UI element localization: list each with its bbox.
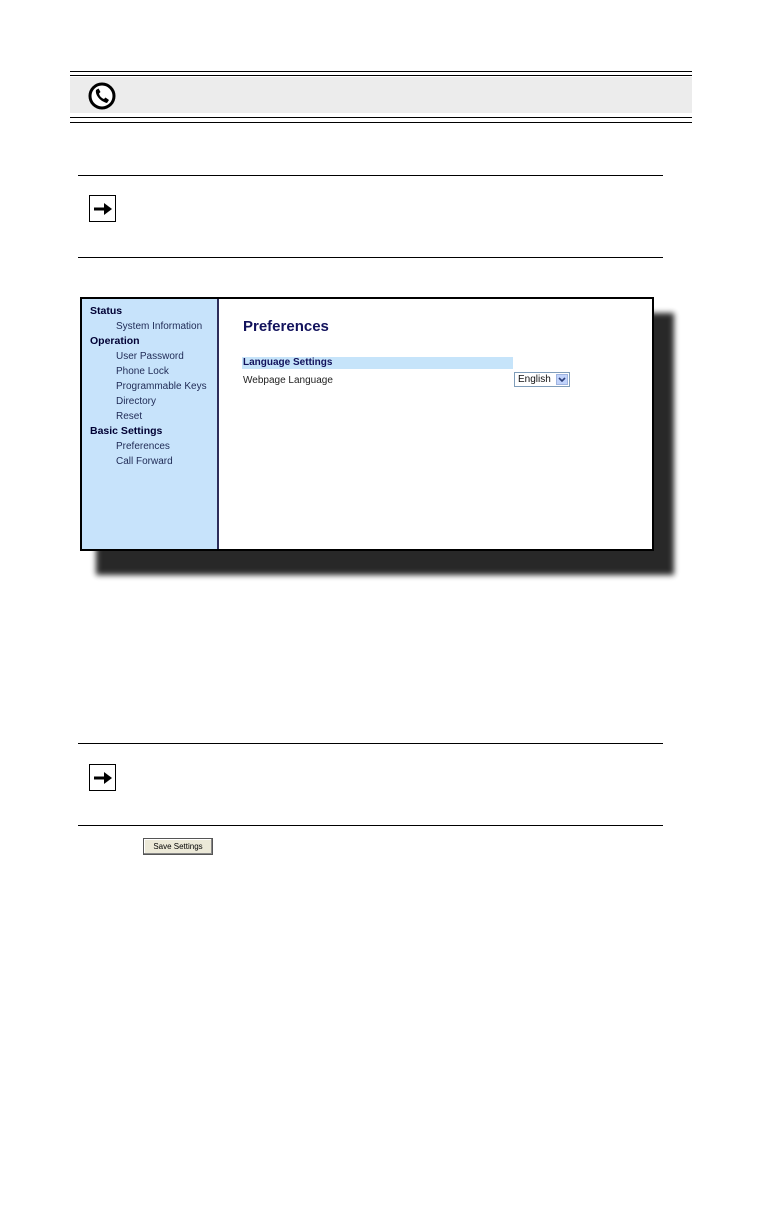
sidebar-item-directory[interactable]: Directory <box>116 396 157 407</box>
main-content <box>219 299 652 549</box>
sidebar-section-status: Status <box>90 305 123 317</box>
header-rule-bottom-1 <box>70 117 692 118</box>
phone-icon <box>87 81 117 111</box>
section-header-language-settings: Language Settings <box>242 357 513 369</box>
note-1-top-rule <box>78 175 663 176</box>
page-title: Preferences <box>243 318 329 335</box>
chevron-down-icon[interactable] <box>556 374 568 385</box>
note-2-top-rule <box>78 743 663 744</box>
arrow-right-icon <box>89 764 116 791</box>
webpage-language-label: Webpage Language <box>243 375 333 386</box>
sidebar-item-preferences[interactable]: Preferences <box>116 441 170 452</box>
header-band <box>70 77 692 113</box>
save-settings-button[interactable]: Save Settings <box>143 838 213 855</box>
sidebar-item-phone-lock[interactable]: Phone Lock <box>116 366 169 377</box>
sidebar-section-operation: Operation <box>90 335 140 347</box>
sidebar-item-user-password[interactable]: User Password <box>116 351 184 362</box>
arrow-right-icon <box>89 195 116 222</box>
note-1-bottom-rule <box>78 257 663 258</box>
webpage-language-select[interactable] <box>514 372 570 387</box>
header-rule-top-2 <box>70 75 692 76</box>
sidebar-item-reset[interactable]: Reset <box>116 411 143 422</box>
sidebar-item-programmable-keys[interactable]: Programmable Keys <box>116 381 207 392</box>
sidebar-section-basic-settings: Basic Settings <box>90 425 163 437</box>
header-rule-bottom-2 <box>70 122 692 123</box>
sidebar-nav <box>82 299 219 549</box>
note-2-bottom-rule <box>78 825 663 826</box>
web-ui-screenshot <box>80 297 654 551</box>
sidebar-item-system-information[interactable]: System Information <box>116 321 203 332</box>
webpage-language-value: English <box>518 374 551 385</box>
sidebar-item-call-forward[interactable]: Call Forward <box>116 456 173 467</box>
header-rule-top-1 <box>70 71 692 72</box>
